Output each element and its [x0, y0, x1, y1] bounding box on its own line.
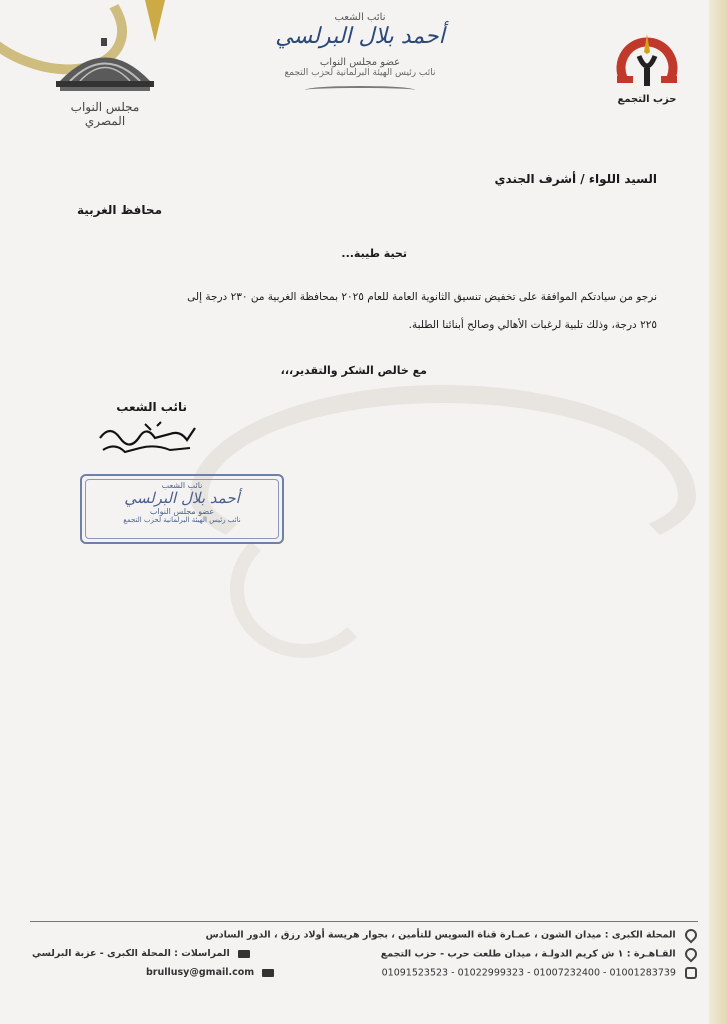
- name-underline-flourish: [305, 86, 415, 94]
- stamp-top-text: نائب الشعب: [161, 481, 203, 490]
- mp-role: عضو مجلس النواب: [319, 57, 401, 68]
- location-pin-icon: [683, 927, 700, 944]
- stamp-name: أحمد بلال البرلسي: [124, 489, 240, 507]
- mail-icon: [262, 969, 274, 977]
- footer-email[interactable]: brullusy@gmail.com: [146, 967, 255, 978]
- mp-title: نائب الشعب: [334, 12, 386, 23]
- signatory-title: نائب الشعب: [116, 400, 187, 414]
- addressee: السيد اللواء / أشرف الجندي: [494, 172, 657, 186]
- signature: [95, 420, 205, 460]
- addressee-title: محافظ الغربية: [76, 203, 162, 217]
- stamp-subrole: نائب رئيس الهيئة البرلمانية لحزب التجمع: [123, 516, 241, 524]
- page-edge-band: [709, 0, 727, 1024]
- body-line-2: ٢٢٥ درجة، وذلك تلبية لرغبات الأهالي وصالح أبنائنا الطلبة.: [408, 319, 657, 331]
- footer-divider: [30, 921, 698, 922]
- parliament-logo: [50, 36, 160, 128]
- greeting: تحية طيبة...: [341, 247, 407, 260]
- footer-correspondence: المراسلات : المحلة الكبرى - عزبة البرلسي: [32, 948, 230, 959]
- mp-letterhead: [260, 12, 460, 94]
- footer-address-row: [206, 929, 697, 941]
- mp-subrole: نائب رئيس الهيئة البرلمانية لحزب التجمع: [284, 68, 436, 78]
- footer-phone-row: [382, 967, 697, 979]
- parliament-dome-icon: [50, 36, 160, 96]
- footer-address-2: القـاهـرة : ١ ش كريم الدولـة ، ميدان طلعت حرب - حزب التجمع: [380, 948, 676, 960]
- stamp-inner-border: [85, 479, 279, 539]
- footer-cairo-row: [381, 948, 697, 960]
- closing: مع خالص الشكر والتقدير،،،: [280, 364, 427, 377]
- footer-email-row: [146, 967, 279, 978]
- footer-phones: 01091523523 - 01022999323 - 01007232400 - 01001283739: [381, 967, 676, 979]
- phone-icon: [685, 967, 697, 979]
- mail-icon: [238, 950, 250, 958]
- footer-address-1: المحلة الكبرى : ميدان الشون ، عمـارة قناة السويس للتأمين ، بجوار هريسة أولاد رزق ، الدور السادس: [205, 929, 676, 941]
- footer-correspondence-row: [32, 948, 255, 959]
- parliament-caption: مجلس النواب المصري: [70, 100, 140, 128]
- official-stamp: [80, 474, 284, 544]
- mp-name: أحمد بلال البرلسي: [275, 24, 445, 49]
- party-caption: حزب التجمع: [617, 94, 677, 105]
- stamp-role: عضو مجلس النواب: [149, 507, 215, 516]
- body-line-1: نرجو من سيادتكم الموافقة على تخفيض تنسيق الثانوية العامة للعام ٢٠٢٥ بمحافظة الغربية من ٢٣٠ درجة إلى: [187, 291, 657, 303]
- party-logo-icon: [615, 28, 679, 90]
- location-pin-icon: [683, 946, 700, 963]
- party-logo: [612, 28, 682, 118]
